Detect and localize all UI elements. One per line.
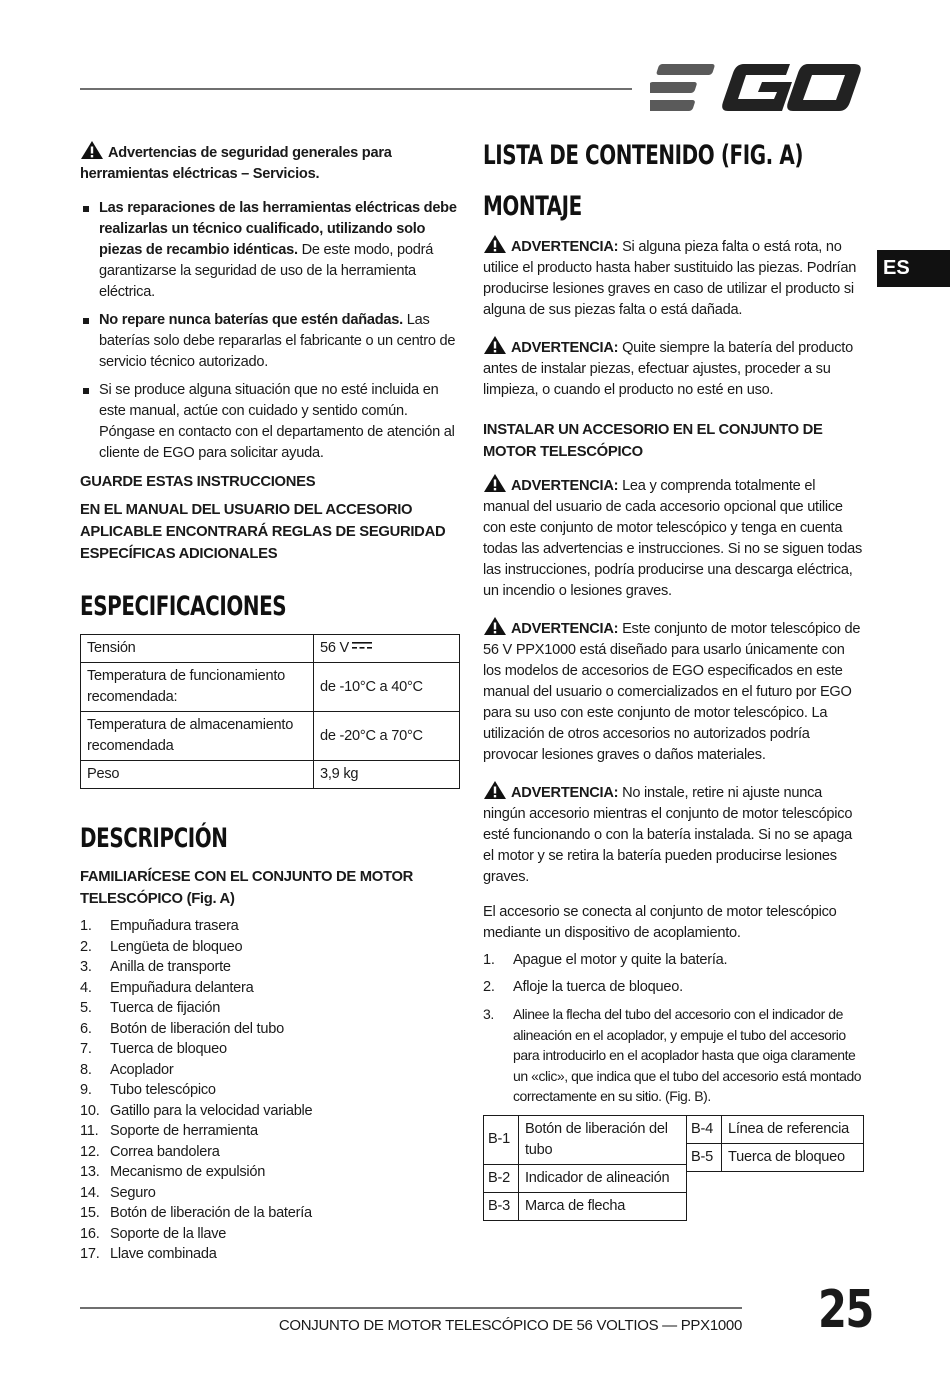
spec-label: Peso: [81, 761, 314, 789]
assembly-title: MONTAJE: [483, 191, 582, 222]
list-item: 1. Apague el motor y quite la batería.: [483, 952, 728, 968]
table-row: [687, 1115, 864, 1143]
list-item: 1. Empuñadura trasera: [80, 918, 239, 934]
ego-logo: [650, 62, 862, 114]
list-item: 3. Alinee la flecha del tubo del accesorio con el indicador de alineación en el acoplador, y empuje el tubo del accesorio para introducirlo en el acoplador hasta que oiga claramente un «clic», que indica que el tubo del accesorio está montado correctamente en su sitio. (Fig. B).: [483, 1006, 862, 1104]
page-number: 25: [818, 1280, 873, 1340]
list-item: 2. Lengüeta de bloqueo: [80, 938, 243, 955]
service-warning-title: Advertencias de seguridad generales para herramientas eléctricas – Servicios.: [80, 140, 460, 185]
warning-paragraph: ADVERTENCIA: Quite siempre la batería del producto antes de instalar piezas, efectuar ajustes, proceder a su limpieza, o cuando el producto no esté en uso.: [483, 335, 865, 401]
list-item: 10. Gatillo para la velocidad variable: [80, 1102, 313, 1119]
fig-label: Tuerca de bloqueo: [722, 1143, 864, 1171]
list-item: 14. Seguro: [80, 1184, 156, 1201]
fig-label: Botón de liberación del tubo: [519, 1115, 687, 1164]
language-tab: ES: [877, 250, 950, 287]
list-item: No repare nunca baterías que estén dañadas. Las baterías solo debe repararlas el fabricante o un centro de servicio técnico autorizado.: [80, 310, 460, 373]
list-item: Si se produce alguna situación que no esté incluida en este manual, actúe con cuidado y sentido común. Póngase en contacto con el departamento de atención al cliente de EGO para solicitar ayuda.: [80, 380, 460, 464]
list-item: 4. Empuñadura delantera: [80, 979, 254, 996]
table-row: [81, 761, 460, 789]
table-row: [687, 1143, 864, 1171]
warning-icon: [483, 335, 507, 355]
list-item: 17. Llave combinada: [80, 1246, 217, 1262]
fig-label: Marca de flecha: [519, 1192, 687, 1220]
list-item: 12. Correa bandolera: [80, 1143, 220, 1160]
list-item: 2. Afloje la tuerca de bloqueo.: [483, 979, 683, 995]
table-row: [484, 1115, 687, 1164]
fig-b-legend: [483, 1115, 865, 1251]
warning-icon: [483, 780, 507, 800]
svg-text:EGO: EGO: [753, 91, 759, 93]
warning-paragraph: ADVERTENCIA: Este conjunto de motor telescópico de 56 V PPX1000 está diseñado para usarlo únicamente con los modelos de accesorios de EGO especificados en este manual del usuario o comercializados en el futuro por EGO para su uso con este conjunto de motor telescópico. La utilización de otros accesorios no autorizados podría provocar lesiones graves o daños materiales.: [483, 616, 865, 766]
install-steps: [483, 950, 865, 1107]
fig-code: B-1: [484, 1115, 519, 1164]
list-item: 9. Tubo telescópico: [80, 1082, 216, 1098]
fig-code: B-2: [484, 1164, 519, 1192]
footer-rule: [80, 1307, 742, 1309]
specs-table: [80, 634, 460, 789]
spec-value: 56 V: [314, 635, 460, 663]
service-bullets: [80, 198, 460, 464]
fig-label: Indicador de alineación: [519, 1164, 687, 1192]
dc-symbol-icon: [352, 641, 372, 651]
table-row: [81, 663, 460, 712]
list-item: 15. Botón de liberación de la batería: [80, 1205, 312, 1221]
table-row: [484, 1164, 687, 1192]
connect-text: El accesorio se conecta al conjunto de motor telescópico mediante un dispositivo de acoplamiento.: [483, 904, 837, 941]
contents-title: LISTA DE CONTENIDO (FIG. A): [483, 140, 804, 171]
list-item: 11. Soporte de herramienta: [80, 1123, 258, 1139]
warning-icon: [483, 234, 507, 254]
save-instructions: GUARDE ESTAS INSTRUCCIONES: [80, 474, 316, 490]
warning-icon: [483, 473, 507, 493]
spec-label: Tensión: [81, 635, 314, 663]
header-rule: [80, 88, 632, 90]
warning-paragraph: ADVERTENCIA: Lea y comprenda totalmente el manual del usuario de cada accesorio opcional que utilice con este conjunto de motor telescópico y tenga en cuenta todas las advertencias e instrucciones. Si no se siguen todas las instrucciones, podría producirse una descarga eléctrica, un incendio o lesiones graves.: [483, 473, 865, 602]
fig-code: B-4: [687, 1115, 722, 1143]
list-item: 8. Acoplador: [80, 1061, 174, 1078]
table-row: [81, 712, 460, 761]
table-row: [484, 1192, 687, 1220]
fig-b-table-left: [483, 1115, 687, 1221]
spec-label: Temperatura de funcionamiento recomendada:: [81, 663, 314, 712]
footer-product-line: CONJUNTO DE MOTOR TELESCÓPICO DE 56 VOLTIOS — PPX1000: [278, 1317, 742, 1334]
list-item: 13. Mecanismo de expulsión: [80, 1164, 266, 1180]
warning-paragraph: ADVERTENCIA: Si alguna pieza falta o está rota, no utilice el producto hasta haber sustituido las piezas. Podrían producirse lesiones graves en caso de utilizar el producto si alguna de sus piezas falta o está dañada.: [483, 234, 865, 321]
list-item: 6. Botón de liberación del tubo: [80, 1020, 284, 1037]
description-subtitle: FAMILIARÍCESE CON EL CONJUNTO DE MOTOR TELESCÓPICO (Fig. A): [80, 869, 414, 907]
right-column: [483, 140, 865, 1251]
list-item: 5. Tuerca de fijación: [80, 1000, 221, 1016]
fig-label: Línea de referencia: [722, 1115, 864, 1143]
specs-title: ESPECIFICACIONES: [80, 591, 287, 622]
left-column: [80, 140, 460, 1265]
table-row: [81, 635, 460, 663]
warning-icon: [80, 140, 104, 160]
fig-code: B-5: [687, 1143, 722, 1171]
spec-label: Temperatura de almacenamiento recomendada: [81, 712, 314, 761]
warning-paragraph: ADVERTENCIA: No instale, retire ni ajuste nunca ningún accesorio mientras el conjunto de motor telescópico esté funcionando o con la batería instalada. Si no se apaga el motor y se retira la batería pueden producirse lesiones graves.: [483, 780, 865, 888]
install-title: INSTALAR UN ACCESORIO EN EL CONJUNTO DE MOTOR TELESCÓPICO: [483, 422, 823, 460]
spec-value: de -10°C a 40°C: [314, 663, 460, 712]
spec-value: 3,9 kg: [314, 761, 460, 789]
description-title: DESCRIPCIÓN: [80, 823, 228, 854]
spec-value: de -20°C a 70°C: [314, 712, 460, 761]
parts-list: [80, 916, 460, 1265]
warning-icon: [483, 616, 507, 636]
fig-b-table-right: [686, 1115, 864, 1172]
list-item: 16. Soporte de la llave: [80, 1225, 227, 1242]
list-item: 7. Tuerca de bloqueo: [80, 1041, 227, 1057]
fig-code: B-3: [484, 1192, 519, 1220]
list-item: Las reparaciones de las herramientas eléctricas debe realizarlas un técnico cualificado, utilizando solo piezas de recambio idénticas. De este modo, podrá garantizarse la seguridad de uso de la herramienta eléctrica.: [80, 198, 460, 303]
list-item: 3. Anilla de transporte: [80, 959, 231, 975]
accessory-note: EN EL MANUAL DEL USUARIO DEL ACCESORIO APLICABLE ENCONTRARÁ REGLAS DE SEGURIDAD ESPECÍFICAS ADICIONALES: [80, 502, 446, 562]
